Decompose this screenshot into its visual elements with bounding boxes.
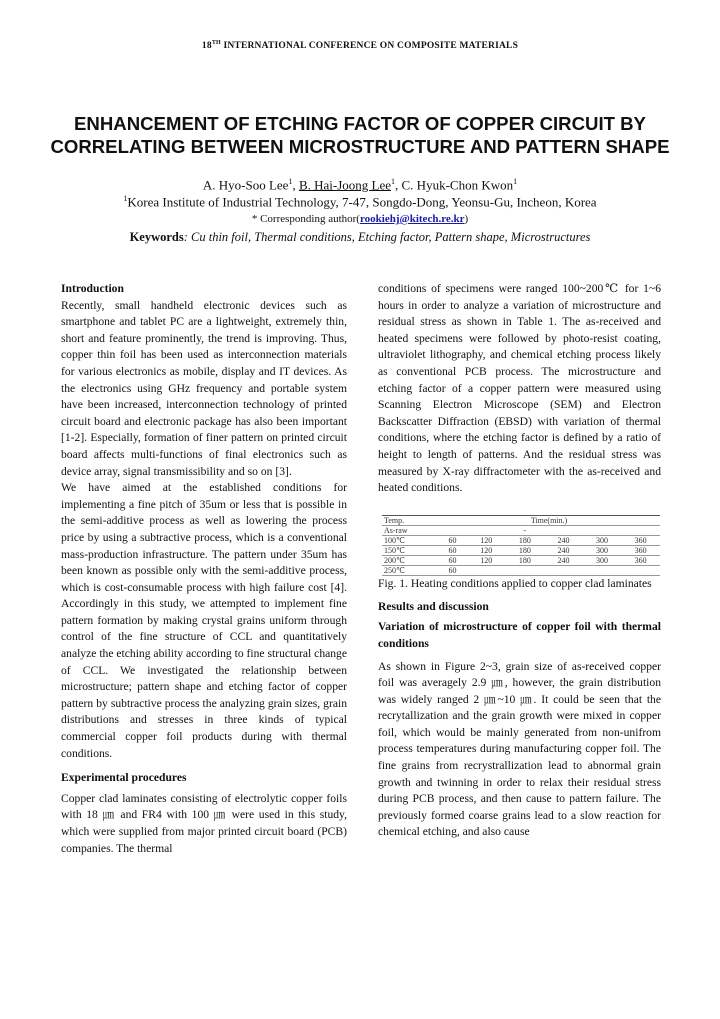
author-3: C. Hyuk-Chon Kwon (401, 177, 514, 193)
affiliation-sup: 1 (123, 194, 128, 203)
corresponding-prefix: * Corresponding author( (251, 213, 360, 225)
table-row (382, 535, 660, 545)
table-row (382, 565, 660, 575)
header-text: INTERNATIONAL CONFERENCE ON COMPOSITE MATERIALS (220, 41, 519, 52)
table-cell: 60 (438, 535, 467, 545)
keywords-line (0, 230, 720, 245)
table-cell: 180 (506, 545, 545, 555)
author-1: A. Hyo-Soo Lee (202, 177, 289, 193)
table-row (382, 525, 660, 535)
table-cell-temp: 100℃ (382, 535, 438, 545)
table-header-time: Time(min.) (438, 515, 660, 525)
section-heading-experimental: Experimental procedures (61, 771, 187, 785)
table-row (382, 555, 660, 565)
table-cell-temp: As-raw (382, 525, 438, 535)
table-cell (506, 565, 545, 575)
table-cell: 360 (621, 555, 660, 565)
section-heading-introduction: Introduction (61, 282, 124, 295)
heating-conditions-table (382, 515, 660, 576)
table-cell: 60 (438, 545, 467, 555)
table-cell: 300 (583, 535, 622, 545)
table-cell: 360 (621, 535, 660, 545)
table-cell-temp: 150℃ (382, 545, 438, 555)
affiliation (0, 194, 720, 210)
table-header-temp: Temp. (382, 515, 438, 525)
author-2: B. Hai-Joong Lee (298, 177, 392, 193)
experimental-paragraph-1: Copper clad laminates consisting of electrolytic copper foils with 18 ㎛ and FR4 with 100 ㎛ were used in this study, which were supplied from major printed circuit board (PCB) companies. The thermal (61, 791, 347, 855)
table-cell: 60 (438, 555, 467, 565)
table-cell: 300 (583, 545, 622, 555)
section-heading-results: Results and discussion (378, 599, 489, 613)
header-ordinal-sup: TH (211, 40, 221, 46)
table-row (382, 545, 660, 555)
table-cell (544, 525, 583, 535)
table-cell: 240 (544, 535, 583, 545)
table-cell: 360 (621, 545, 660, 555)
author-2-sup: 1 (391, 177, 396, 186)
table-cell: 120 (467, 535, 506, 545)
table-cell: - (506, 525, 545, 535)
table-cell (583, 565, 622, 575)
keywords-label: Keywords (129, 230, 184, 244)
table-cell-temp: 250℃ (382, 565, 438, 575)
table-cell-temp: 200℃ (382, 555, 438, 565)
corresponding-email-link[interactable]: rookiehj@kitech.re.kr (359, 213, 465, 225)
figure-caption: Fig. 1. Heating conditions applied to copper clad laminates (378, 576, 652, 590)
table-cell (544, 565, 583, 575)
table-cell (438, 525, 467, 535)
author-3-sup: 1 (513, 177, 518, 186)
table-cell: 300 (583, 555, 622, 565)
table-cell (467, 565, 506, 575)
table-cell (621, 525, 660, 535)
intro-paragraph-1: Recently, small handheld electronic devices such as smartphone and tablet PC are a lightweight, extremely thin, short and feature prominently, the trend is improving. Thus, copper thin foil has been used as interconnection materials for various electronics as mobile, display and IT devices. As the electronics using GHz frequency and portable system have been increased, interconnection technology of printed circuit board and electronic package has also been important [1-2]. Especially, formation of finer pattern on printed circuit board affects multi-functions of final electronics such as device array, signal transmissibility and so on [3]. (61, 298, 347, 478)
table-cell: 240 (544, 555, 583, 565)
subsection-heading-microstructure: Variation of microstructure of copper foil with thermal conditions (378, 620, 661, 650)
right-column (378, 281, 661, 841)
author-line: A. Hyo-Soo Lee$^1$, B. Hai-Joong Lee$^1$, C. Hyuk-Chon Kwon$^1$ (202, 177, 518, 193)
table-cell: 120 (467, 545, 506, 555)
affiliation-text: Korea Institute of Industrial Technology, 7-47, Songdo-Dong, Yeonsu-Gu, Incheon, Korea (127, 194, 597, 210)
table-cell: 180 (506, 555, 545, 565)
table-cell: 240 (544, 545, 583, 555)
table-cell (467, 525, 506, 535)
table-cell (621, 565, 660, 575)
keywords-text: : Cu thin foil, Thermal conditions, Etching factor, Pattern shape, Microstructures (183, 230, 591, 244)
table-cell (583, 525, 622, 535)
table-cell: 180 (506, 535, 545, 545)
corresponding-author (0, 213, 720, 225)
table-header-row (382, 515, 660, 525)
left-column (61, 281, 347, 857)
intro-paragraph-2: We have aimed at the established conditions for implementing a fine pitch of 35um or less that is possible in the semi-additive process as well as lowering the process price by using a subtractive process, which is a conventional mass-production infrastructure. The pattern under 35um has been known as possible only with the semi-additive process, which is cost-consumable process with high failure cost [4]. Accordingly in this study, we attempted to implement fine pattern formation by making crystal grains uniform through control of the fine structure of CCL and quantitatively analyze the etching ability according to fine structural change of CCL. We investigated the relationship between microstructure; pattern shape and etching factor of copper pattern by subtractive process the analyzing grain sizes, grain distributions and stresses in three kinds of typical commercial copper foil products during with thermal conditions. (61, 481, 347, 760)
results-paragraph-1: As shown in Figure 2~3, grain size of as-received copper foil was averagely 2.9 ㎛, however, the grain distribution was widely ranged 2 ㎛~10 ㎛. It could be seen that the recrytallization and the grain growth were mixed in copper foil, which would be mainly generated from non-unifrom process temperatures during manufacturing copper foil. The fine grains from recrystrallization lead to abnormal grain growth and twinning in order to relax their residual stress during PCB process, and then cause to pattern failure. The previously formed coarse grains lead to a slow reaction for chemical etching, and also cause (378, 659, 661, 839)
table-cell: 60 (438, 565, 467, 575)
paper-title: ENHANCEMENT OF ETCHING FACTOR OF COPPER CIRCUIT BY CORRELATING BETWEEN MICROSTRUCTURE AND PATTERN SHAPE (50, 113, 670, 157)
header-ordinal: 18 (201, 41, 212, 52)
experimental-paragraph-2: conditions of specimens were ranged 100~200℃ for 1~6 hours in order to analyze a variation of microstructure and residual stress as shown in Table 1. The as-received and heated specimens were followed by photo-resist coating, ultraviolet lithography, and chemical etching process likely as conventional PCB process. The microstructure and etching factor of a copper pattern were measured using Scanning Electron Microscope (SEM) and Electron Backscatter Diffraction (EBSD) with variation of thermal conditions, where the etching factor is defined by a ratio of height to length of patterns. And the residual stress was measured by X-ray diffractometer with the as-received and heated conditions. (378, 282, 661, 495)
table-cell: 120 (467, 555, 506, 565)
conference-header (0, 40, 720, 51)
corresponding-suffix: ) (464, 213, 469, 225)
author-1-sup: 1 (288, 177, 293, 186)
